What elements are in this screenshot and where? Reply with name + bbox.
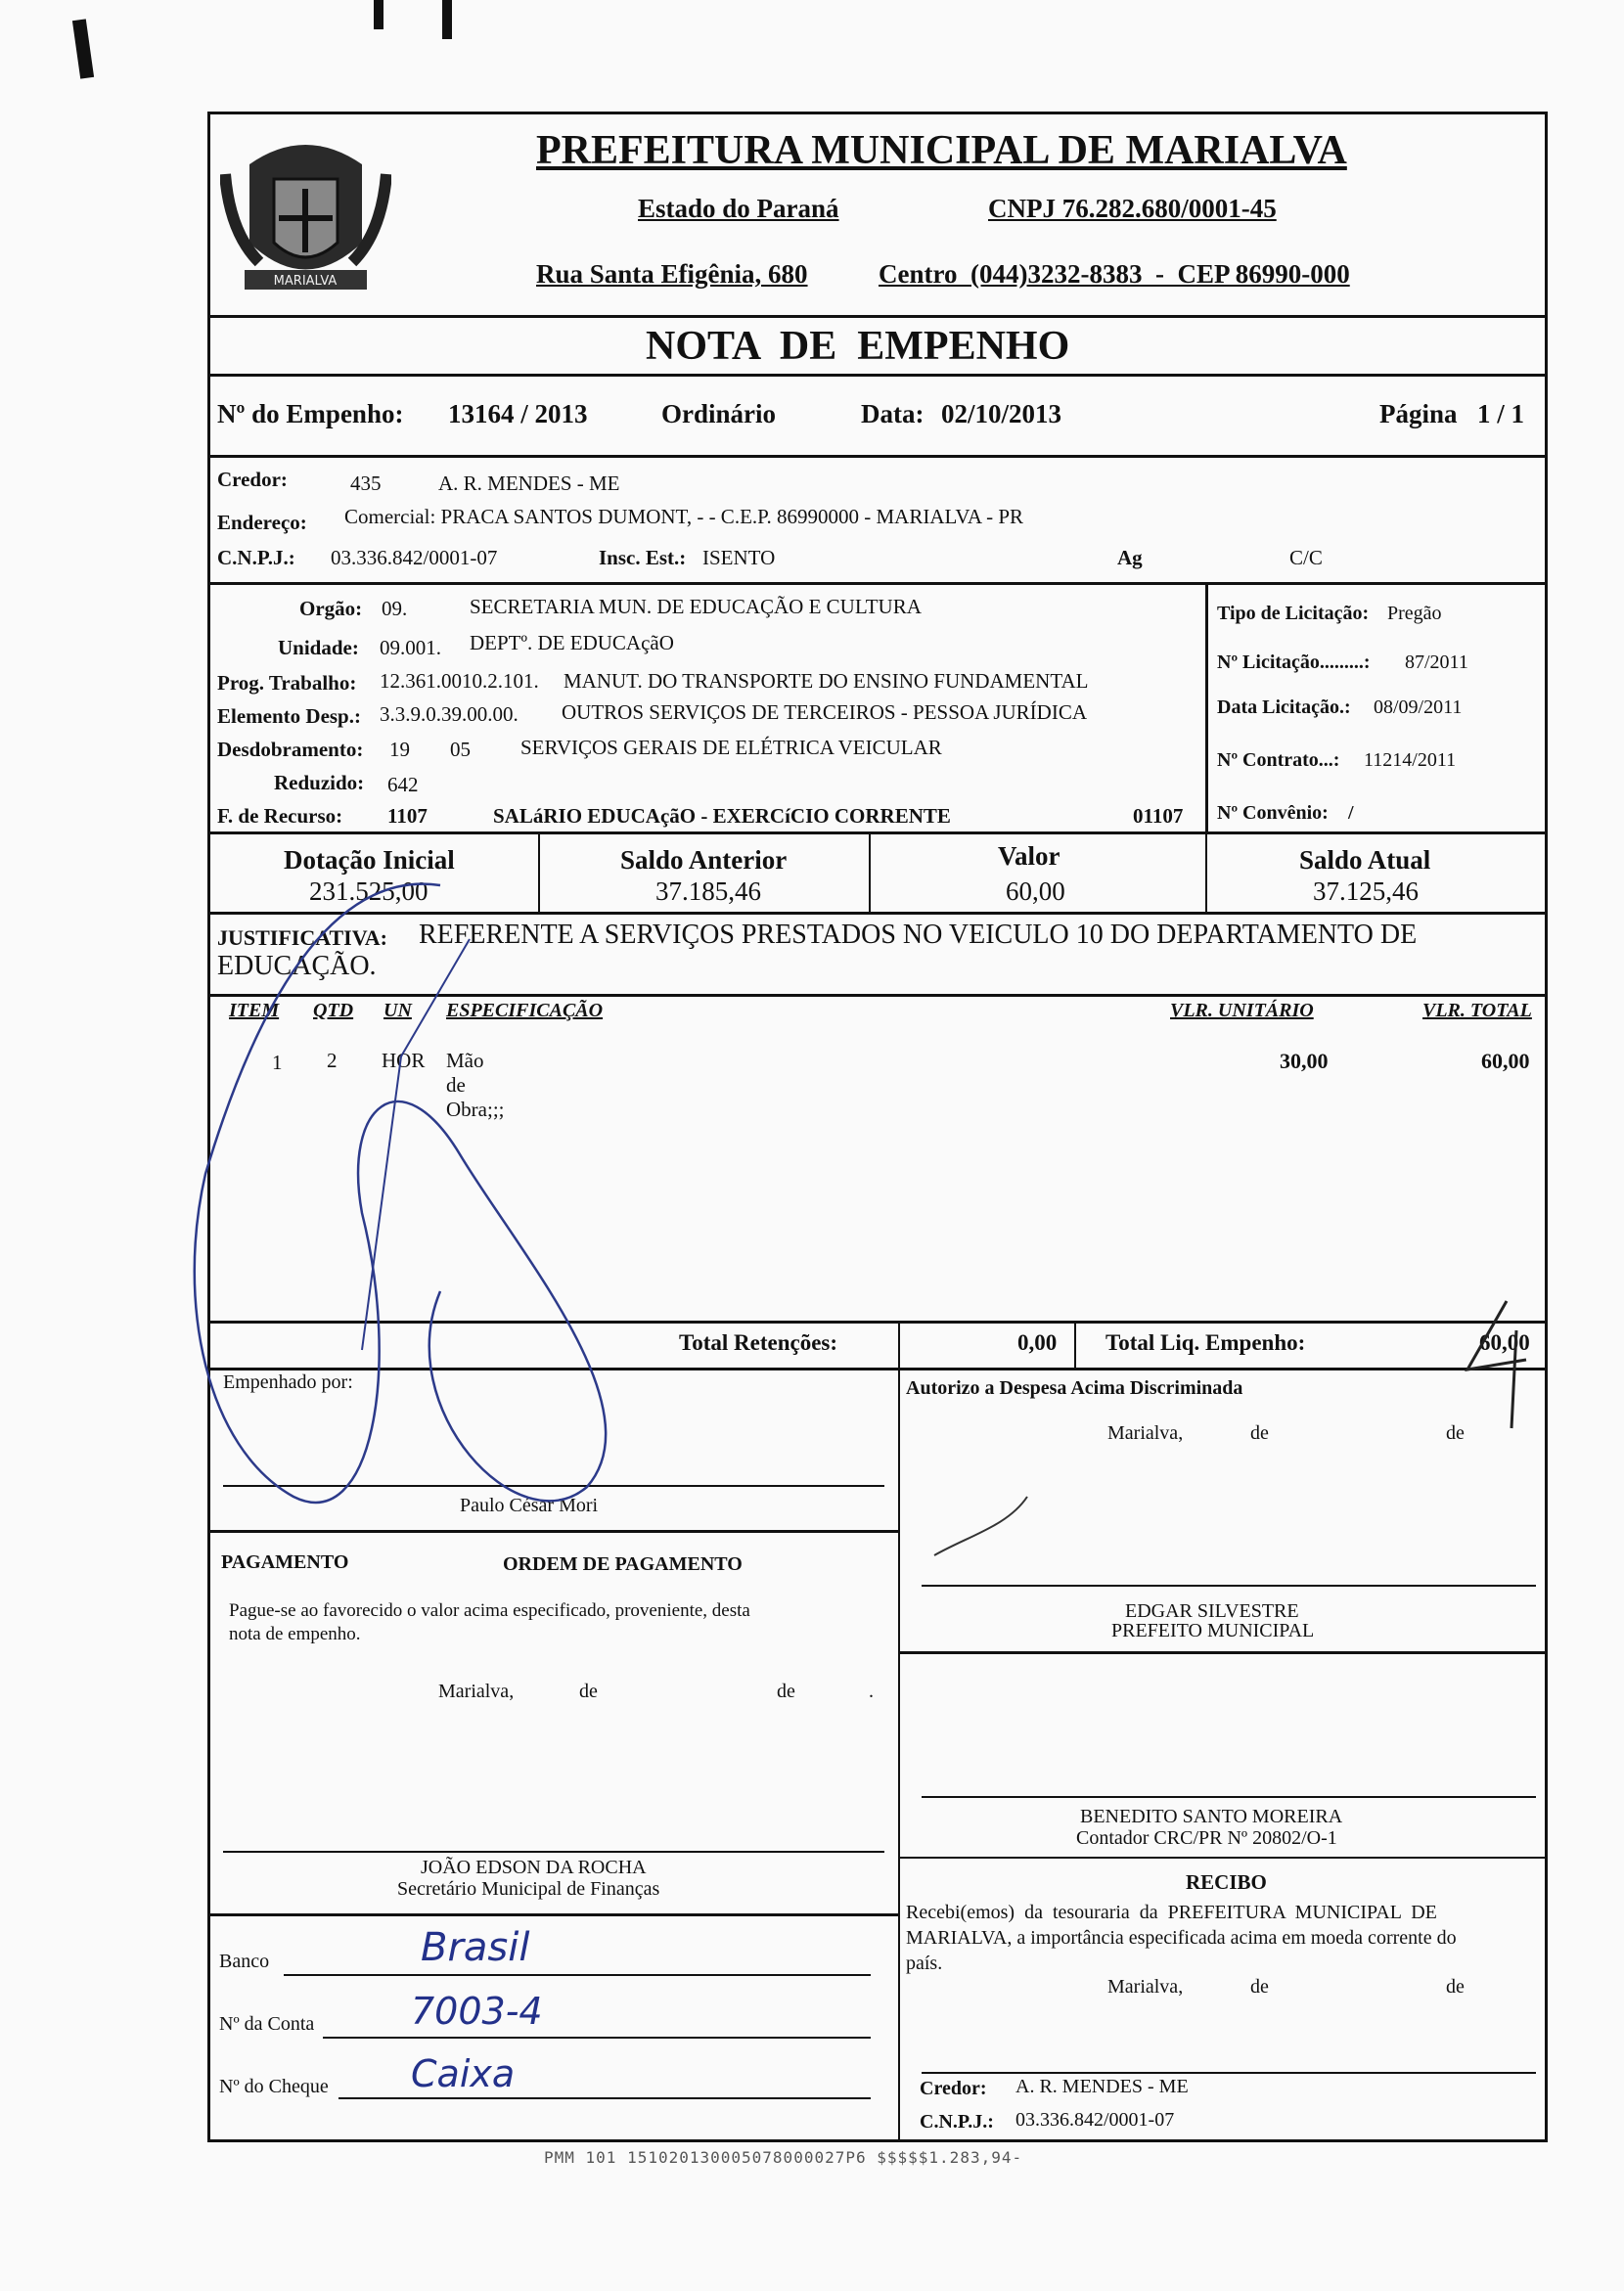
coat-of-arms-icon [220, 125, 391, 306]
col-qtd: QTD [313, 1000, 354, 1021]
saldo-atual-label: Saldo Atual [1299, 845, 1431, 875]
divider [898, 1368, 900, 2142]
desd-a: 19 [389, 738, 410, 761]
autorizo-de1: de [1250, 1422, 1269, 1444]
recibo-text2: MARIALVA, a importância especificada acima em moeda corrente do [906, 1927, 1457, 1949]
cnpj: 03.336.842/0001-07 [331, 546, 498, 569]
divider [207, 1913, 898, 1916]
endereco: Comercial: PRACA SANTOS DUMONT, - - C.E.P. 86990000 - MARIALVA - PR [344, 505, 1024, 528]
empenhado-name: Paulo César Mori [460, 1495, 599, 1516]
recibo-text3: país. [906, 1953, 943, 1974]
conta-label: Nº da Conta [219, 2013, 315, 2035]
handwritten-mark [1448, 1291, 1546, 1438]
cnpj-label: C.N.P.J.: [217, 546, 295, 569]
secretario-role: Secretário Municipal de Finanças [397, 1878, 660, 1900]
contador-name: BENEDITO SANTO MOREIRA [1080, 1806, 1343, 1827]
form-line [284, 1974, 871, 1976]
dotacao-inicial-label: Dotação Inicial [284, 845, 455, 875]
handwritten-mark [929, 1487, 1047, 1565]
signature-line [922, 1796, 1536, 1798]
divider [898, 1857, 1548, 1859]
secretario-name: JOÃO EDSON DA ROCHA [421, 1857, 647, 1878]
handwritten-signature [147, 861, 734, 1526]
prefeito-name: EDGAR SILVESTRE [1125, 1600, 1299, 1622]
header-cnpj: CNPJ 76.282.680/0001-45 [988, 194, 1277, 223]
page-number: 1 / 1 [1477, 399, 1525, 428]
pagamento-dot: . [869, 1681, 874, 1702]
credor-name: A. R. MENDES - ME [438, 472, 620, 495]
insc: ISENTO [702, 546, 776, 569]
prog-code: 12.361.0010.2.101. [380, 669, 539, 693]
unidade-code: 09.001. [380, 636, 441, 659]
pagamento-city: Marialva, [438, 1681, 515, 1702]
autorizo-city: Marialva, [1107, 1422, 1184, 1444]
licitacao-tipo: Pregão [1387, 603, 1442, 624]
saldo-atual: 37.125,46 [1313, 876, 1419, 906]
licitacao-data: 08/09/2011 [1374, 696, 1463, 718]
dotacao-inicial: 231.525,00 [309, 876, 429, 906]
divider [207, 374, 1548, 377]
licitacao-num-label: Nº Licitação.........: [1217, 651, 1371, 673]
header-state: Estado do Paraná [638, 194, 839, 223]
page-label: Página [1379, 399, 1458, 428]
empenho-date-label: Data: [861, 399, 925, 428]
recurso-label: F. de Recurso: [217, 804, 343, 828]
divider [898, 1651, 1548, 1654]
divider [207, 315, 1548, 318]
elem-label: Elemento Desp.: [217, 704, 361, 728]
item-qtd: 2 [327, 1049, 338, 1072]
empenho-date: 02/10/2013 [941, 399, 1062, 428]
justificativa-label: JUSTIFICATIVA: [217, 925, 388, 950]
desd-label: Desdobramento: [217, 738, 364, 761]
saldo-anterior-label: Saldo Anterior [620, 845, 788, 875]
recibo-credor-label: Credor: [920, 2078, 987, 2099]
recurso-number: 01107 [1133, 804, 1184, 828]
divider [869, 833, 871, 912]
reduzido-label: Reduzido: [274, 771, 365, 794]
scan-mark [374, 0, 383, 29]
svg-text:MARIALVA: MARIALVA [273, 274, 338, 289]
cc-label: C/C [1289, 546, 1323, 569]
cheque-handwriting: Caixa [411, 2052, 516, 2095]
reduzido: 642 [387, 773, 419, 796]
liq-label: Total Liq. Empenho: [1105, 1330, 1306, 1355]
col-item: ITEM [229, 1000, 280, 1021]
prog-label: Prog. Trabalho: [217, 671, 357, 695]
recibo-de1: de [1250, 1976, 1269, 1998]
elem-desc: OUTROS SERVIÇOS DE TERCEIROS - PESSOA JURÍDICA [562, 700, 1088, 724]
divider [207, 831, 1548, 834]
recibo-credor: A. R. MENDES - ME [1015, 2076, 1189, 2097]
recibo-cnpj-label: C.N.P.J.: [920, 2111, 994, 2133]
recibo-city: Marialva, [1107, 1976, 1184, 1998]
pagamento-text2: nota de empenho. [229, 1624, 361, 1644]
orgao-label: Orgão: [299, 597, 363, 620]
form-line [323, 2037, 871, 2039]
retencoes-label: Total Retenções: [679, 1330, 838, 1355]
col-total: VLR. TOTAL [1422, 1000, 1532, 1021]
recibo-text1: Recebi(emos) da tesouraria da PREFEITURA MUNICIPAL DE [906, 1902, 1437, 1923]
empenho-number: 13164 / 2013 [448, 399, 588, 428]
form-line [338, 2097, 871, 2099]
elem-code: 3.3.9.0.39.00.00. [380, 702, 519, 726]
item-espec: Mão de Obra;;; [446, 1049, 505, 1121]
scan-mark [442, 0, 452, 39]
recibo-cnpj: 03.336.842/0001-07 [1015, 2109, 1175, 2131]
col-un: UN [383, 1000, 412, 1021]
divider [207, 1530, 898, 1533]
item-unit: 30,00 [1280, 1049, 1329, 1073]
divider [207, 455, 1548, 458]
desd-b: 05 [450, 738, 471, 761]
header-title: PREFEITURA MUNICIPAL DE MARIALVA [536, 128, 1347, 173]
unidade-label: Unidade: [278, 636, 359, 659]
item-total: 60,00 [1481, 1049, 1530, 1073]
valor: 60,00 [1006, 876, 1065, 906]
doc-title: NOTA DE EMPENHO [646, 324, 1070, 369]
col-unit: VLR. UNITÁRIO [1170, 1000, 1314, 1021]
endereco-label: Endereço: [217, 511, 307, 534]
desd-desc: SERVIÇOS GERAIS DE ELÉTRICA VEICULAR [520, 736, 942, 759]
credor-label: Credor: [217, 468, 288, 491]
insc-label: Insc. Est.: [599, 546, 687, 569]
licitacao-tipo-label: Tipo de Licitação: [1217, 603, 1370, 624]
saldo-anterior: 37.185,46 [655, 876, 761, 906]
justificativa-text2: EDUCAÇÃO. [217, 951, 377, 981]
pagamento-label: PAGAMENTO [221, 1551, 349, 1573]
empenho-type: Ordinário [661, 399, 777, 428]
licitacao-num: 87/2011 [1405, 651, 1468, 673]
pagamento-de1: de [579, 1681, 598, 1702]
convenio-label: Nº Convênio: [1217, 802, 1329, 824]
banco-handwriting: Brasil [421, 1925, 530, 1970]
empenhado-label: Empenhado por: [223, 1371, 353, 1393]
orgao-desc: SECRETARIA MUN. DE EDUCAÇÃO E CULTURA [470, 595, 922, 618]
unidade-desc: DEPTº. DE EDUCAçãO [470, 631, 674, 654]
city-seal [220, 125, 391, 306]
conta-handwriting: 7003-4 [411, 1990, 543, 2033]
credor-code: 435 [350, 472, 382, 495]
item-un: HOR [382, 1049, 426, 1072]
valor-label: Valor [998, 841, 1060, 871]
prog-desc: MANUT. DO TRANSPORTE DO ENSINO FUNDAMENTAL [564, 669, 1089, 693]
contrato: 11214/2011 [1364, 749, 1457, 771]
autorizo-label: Autorizo a Despesa Acima Discriminada [906, 1377, 1243, 1399]
ag-label: Ag [1117, 546, 1143, 569]
contrato-label: Nº Contrato...: [1217, 749, 1340, 771]
liq: 60,00 [1479, 1330, 1530, 1355]
col-espec: ESPECIFICAÇÃO [446, 1000, 604, 1021]
cheque-label: Nº do Cheque [219, 2076, 329, 2097]
divider [1205, 584, 1208, 831]
empenho-number-label: Nº do Empenho: [217, 399, 404, 428]
recurso-desc: SALáRIO EDUCAçãO - EXERCíCIO CORRENTE [493, 804, 951, 828]
recibo-de2: de [1446, 1976, 1465, 1998]
divider [898, 1323, 900, 1368]
divider [1205, 833, 1207, 912]
justificativa-text: REFERENTE A SERVIÇOS PRESTADOS NO VEICULO 10 DO DEPARTAMENTO DE [419, 920, 1418, 950]
divider [1074, 1323, 1076, 1368]
licitacao-data-label: Data Licitação.: [1217, 696, 1351, 718]
item-number: 1 [272, 1051, 283, 1074]
recibo-title: RECIBO [1186, 1870, 1267, 1894]
divider [207, 582, 1548, 585]
autorizo-de2: de [1446, 1422, 1465, 1444]
signature-line [922, 1585, 1536, 1587]
footer-stamp: PMM 101 151020130005078000027P6 $$$$$1.283,94- [544, 2148, 1023, 2167]
ordem-label: ORDEM DE PAGAMENTO [503, 1553, 743, 1575]
scan-mark [72, 19, 94, 78]
pagamento-de2: de [777, 1681, 795, 1702]
banco-label: Banco [219, 1951, 270, 1972]
header-contact: Centro (044)3232-8383 - CEP 86990-000 [879, 259, 1350, 289]
convenio: / [1348, 802, 1354, 824]
prefeito-role: PREFEITO MUNICIPAL [1111, 1620, 1315, 1641]
contador-role: Contador CRC/PR Nº 20802/O-1 [1076, 1827, 1337, 1849]
retencoes: 0,00 [1017, 1330, 1058, 1355]
signature-line [922, 2072, 1536, 2074]
recurso-code: 1107 [387, 804, 428, 828]
header-address: Rua Santa Efigênia, 680 [536, 259, 808, 289]
orgao-code: 09. [382, 597, 408, 620]
signature-line [223, 1851, 884, 1853]
pagamento-text1: Pague-se ao favorecido o valor acima especificado, proveniente, desta [229, 1600, 750, 1621]
